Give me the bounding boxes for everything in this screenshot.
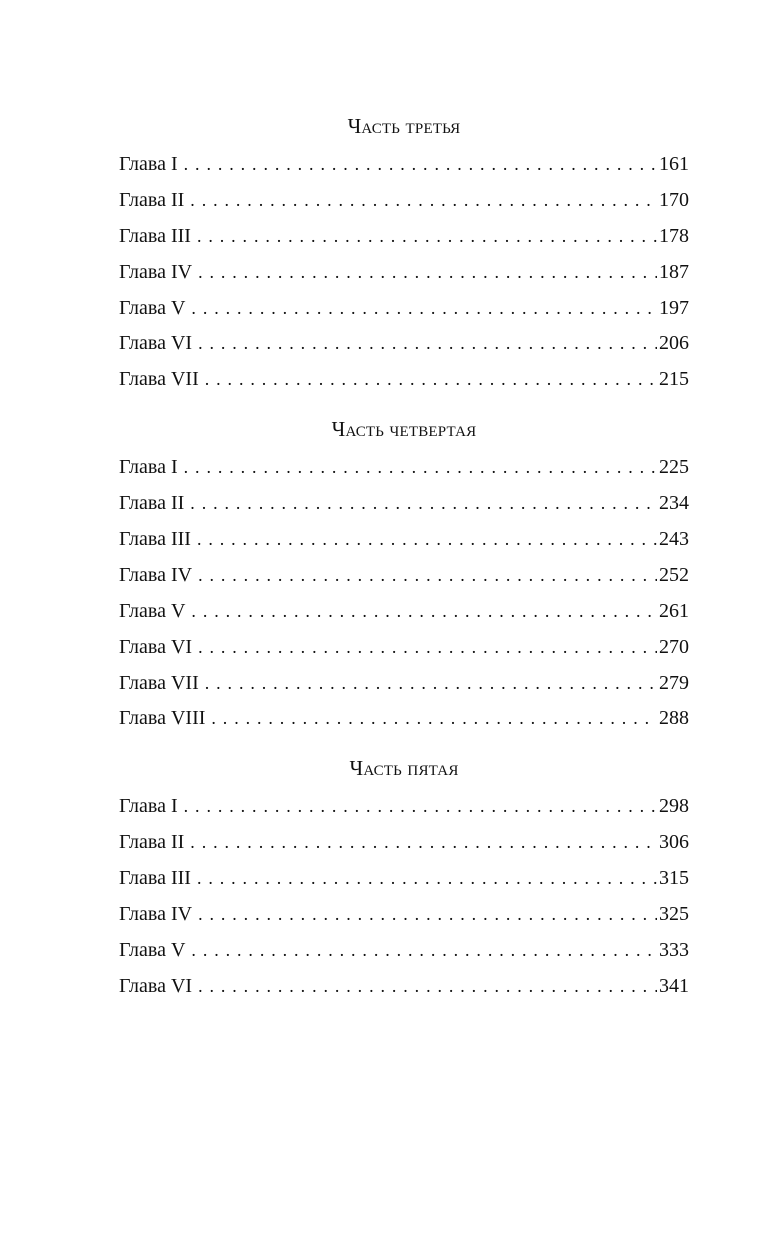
page-number: 215	[659, 368, 689, 391]
page-number: 225	[659, 456, 689, 479]
dot-leader	[198, 969, 657, 1005]
page-number: 197	[659, 296, 689, 319]
dot-leader	[198, 255, 657, 291]
page-number: 306	[659, 831, 689, 854]
toc-entry[interactable]	[119, 897, 689, 933]
chapter-label: Глава III	[119, 867, 191, 890]
dot-leader	[198, 630, 657, 666]
page-number: 161	[659, 153, 689, 175]
chapter-label: Глава V	[119, 599, 186, 622]
page-number: 315	[659, 867, 689, 890]
chapter-label: Глава VII	[119, 671, 199, 694]
page-number: 341	[659, 974, 689, 997]
dot-leader	[184, 450, 657, 486]
table-of-contents	[119, 111, 689, 1005]
part-section	[119, 111, 689, 398]
dot-leader	[198, 897, 657, 933]
page-number: 261	[659, 599, 689, 622]
chapter-label: Глава VI	[119, 635, 193, 658]
toc-entry[interactable]	[119, 219, 689, 255]
page-number: 243	[659, 528, 689, 551]
chapter-label: Глава VI	[119, 332, 193, 355]
toc-entry[interactable]	[119, 825, 689, 861]
dot-leader	[197, 219, 657, 255]
toc-entry[interactable]	[119, 326, 689, 362]
toc-entry[interactable]	[119, 362, 689, 398]
toc-entry[interactable]	[119, 183, 689, 219]
part-title: Часть четвертая	[331, 417, 477, 442]
toc-entry[interactable]	[119, 630, 689, 666]
page-number: 170	[659, 188, 689, 211]
dot-leader	[211, 701, 657, 737]
dot-leader	[197, 522, 657, 558]
page-number: 333	[659, 938, 689, 961]
chapter-label: Глава III	[119, 224, 191, 247]
page-number: 298	[659, 795, 689, 818]
part-title: Часть третья	[347, 114, 461, 138]
chapter-label: Глава V	[119, 296, 186, 319]
page-number: 206	[659, 332, 689, 355]
toc-entry[interactable]	[119, 450, 689, 486]
part-section	[119, 753, 689, 1004]
page-number: 234	[659, 492, 689, 515]
toc-entry[interactable]	[119, 666, 689, 702]
chapter-label: Глава II	[119, 831, 185, 854]
toc-entry[interactable]	[119, 486, 689, 522]
page-number: 187	[659, 260, 689, 283]
page-number: 279	[659, 671, 689, 694]
dot-leader	[205, 666, 657, 702]
chapter-label: Глава V	[119, 938, 186, 961]
dot-leader	[191, 291, 657, 327]
part-section	[119, 414, 689, 737]
page-number: 325	[659, 903, 689, 926]
chapter-label: Глава III	[119, 528, 191, 551]
chapter-label: Глава VII	[119, 368, 199, 391]
chapter-label: Глава IV	[119, 903, 193, 926]
chapter-label: Глава IV	[119, 260, 193, 283]
chapter-label: Глава I	[119, 795, 178, 818]
toc-entry[interactable]	[119, 969, 689, 1005]
chapter-label: Глава I	[119, 456, 178, 479]
dot-leader	[184, 147, 657, 183]
dot-leader	[205, 362, 657, 398]
toc-entry[interactable]	[119, 701, 689, 737]
toc-entry[interactable]	[119, 255, 689, 291]
toc-entry[interactable]	[119, 861, 689, 897]
dot-leader	[191, 594, 657, 630]
page-number: 252	[659, 563, 689, 586]
toc-entry[interactable]	[119, 522, 689, 558]
dot-leader	[197, 861, 657, 897]
toc-entry[interactable]	[119, 291, 689, 327]
toc-entry[interactable]	[119, 147, 689, 183]
chapter-label: Глава VIII	[119, 707, 206, 730]
dot-leader	[198, 558, 657, 594]
part-title: Часть пятая	[349, 756, 459, 781]
chapter-label: Глава II	[119, 492, 185, 515]
page-number: 178	[659, 224, 689, 247]
toc-entry[interactable]	[119, 594, 689, 630]
dot-leader	[190, 825, 657, 861]
dot-leader	[190, 183, 657, 219]
dot-leader	[190, 486, 657, 522]
dot-leader	[191, 933, 657, 969]
toc-entry[interactable]	[119, 789, 689, 825]
toc-entry[interactable]	[119, 558, 689, 594]
page-number: 270	[659, 635, 689, 658]
dot-leader	[184, 789, 657, 825]
dot-leader	[198, 326, 657, 362]
chapter-label: Глава II	[119, 188, 185, 211]
chapter-label: Глава IV	[119, 563, 193, 586]
chapter-label: Глава I	[119, 153, 178, 175]
toc-entry[interactable]	[119, 933, 689, 969]
chapter-label: Глава VI	[119, 974, 193, 997]
page-number: 288	[659, 707, 689, 730]
